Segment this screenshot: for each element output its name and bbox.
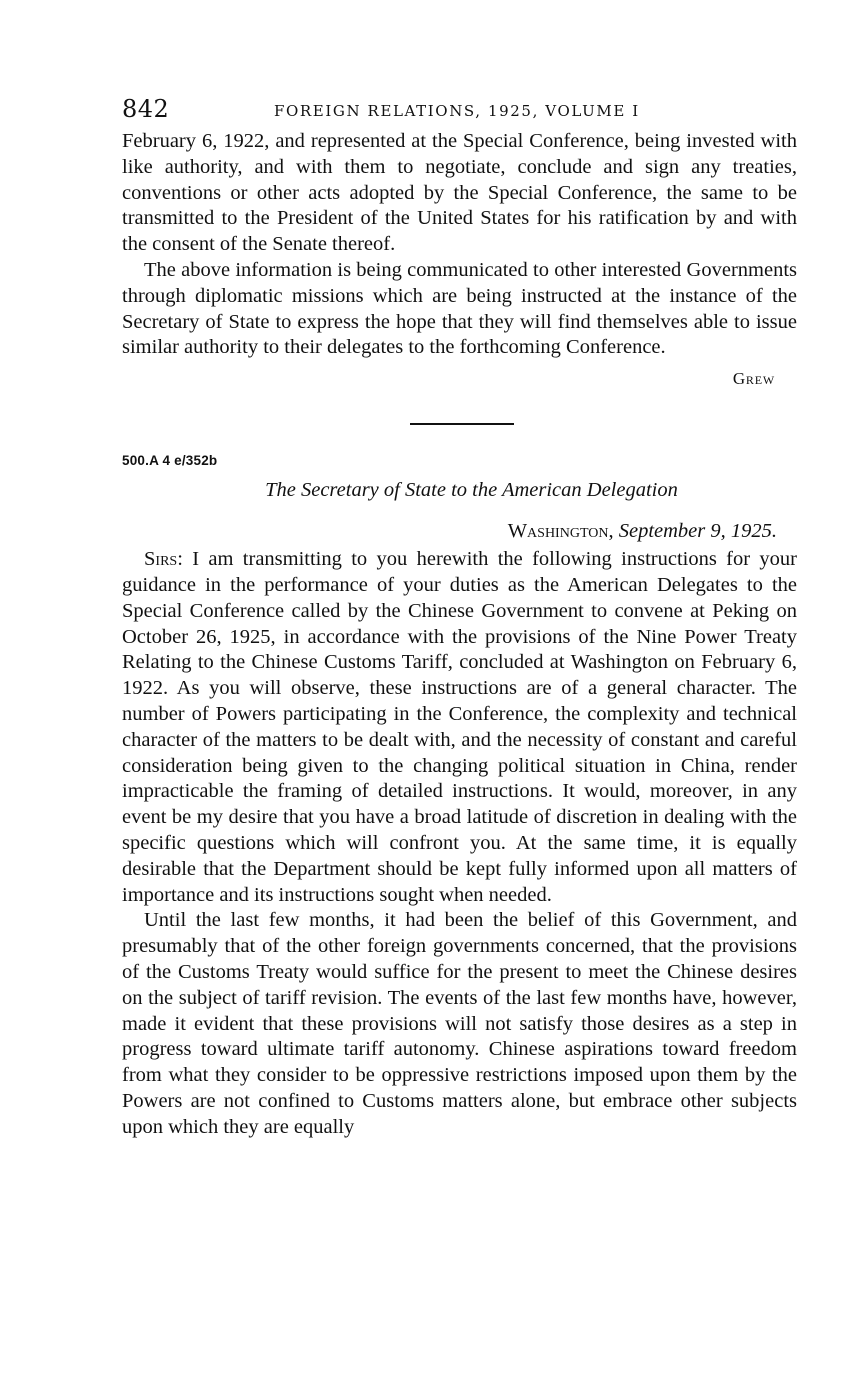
document-title: The Secretary of State to the American Delegation <box>265 479 678 502</box>
file-number: 500.A 4 e/352b <box>122 453 218 469</box>
body-paragraph: Until the last few months, it had been the belief of this Government, and presumably that of the other foreign governments concerned, that the provisions of the Customs Treaty would suffice for the present to meet the Chinese desires on the subject of tariff revision. The events of the last few months have, however, made it evident that these provisions will not satisfy those desires as a step in progress toward ultimate tariff autonomy. Chinese aspirations toward freedom from what they consider to be oppressive restrictions imposed upon them by the Powers are not confined to Customs matters alone, but embrace other subjects upon which they are equally <box>122 909 797 1138</box>
paragraph-text: : I am transmitting to you herewith the following instructions for your guidance in the performance of your duties as the American Delegates to the Special Conference called by the Chinese Government to convene at Peking on October 26, 1925, in accordance with the provisions of the Nine Power Treaty Relating to the Chinese Customs Tariff, concluded at Washington on February 6, 1922. As you will observe, these instructions are of a general character. The number of Powers participating in the Conference, the complexity and technical character of the matters to be dealt with, and the necessity of constant and careful consideration being given to the changing political situation in China, render impracticable the framing of detailed instructions. It would, moreover, in any event be my desire that you have a broad latitude of discretion in dealing with the specific questions which will confront you. At the same time, it is equally desirable that the Department should be kept fully informed upon all matters of importance and its instructions sought when needed. <box>122 548 797 906</box>
dateline-date: September 9, 1925. <box>618 520 777 543</box>
body-paragraph <box>122 547 797 908</box>
continuation-paragraph: February 6, 1922, and represented at the Special Conference, being invested with like authority, and with them to negotiate, conclude and sign any treaties, conventions or other acts adopted by the Special Conference, the same to be transmitted to the President of the United States for his ratification by and with the consent of the Senate thereof. <box>122 130 797 256</box>
dateline-place: Washington, <box>507 520 614 543</box>
running-head <box>122 95 797 129</box>
continuation-paragraph: The above information is being communicated to other interested Governments through diplomatic missions which are being instructed at the instance of the Secretary of State to express the hope that they will find themselves able to issue similar authority to their delegates to the forthcoming Conference. <box>122 258 797 359</box>
section-divider <box>410 423 514 425</box>
document-page <box>122 95 797 1141</box>
signature: Grew <box>732 369 775 389</box>
page-number: 842 <box>122 95 170 123</box>
dateline <box>122 520 797 543</box>
running-title: FOREIGN RELATIONS, 1925, VOLUME I <box>274 102 640 120</box>
salutation: Sirs <box>144 548 178 571</box>
